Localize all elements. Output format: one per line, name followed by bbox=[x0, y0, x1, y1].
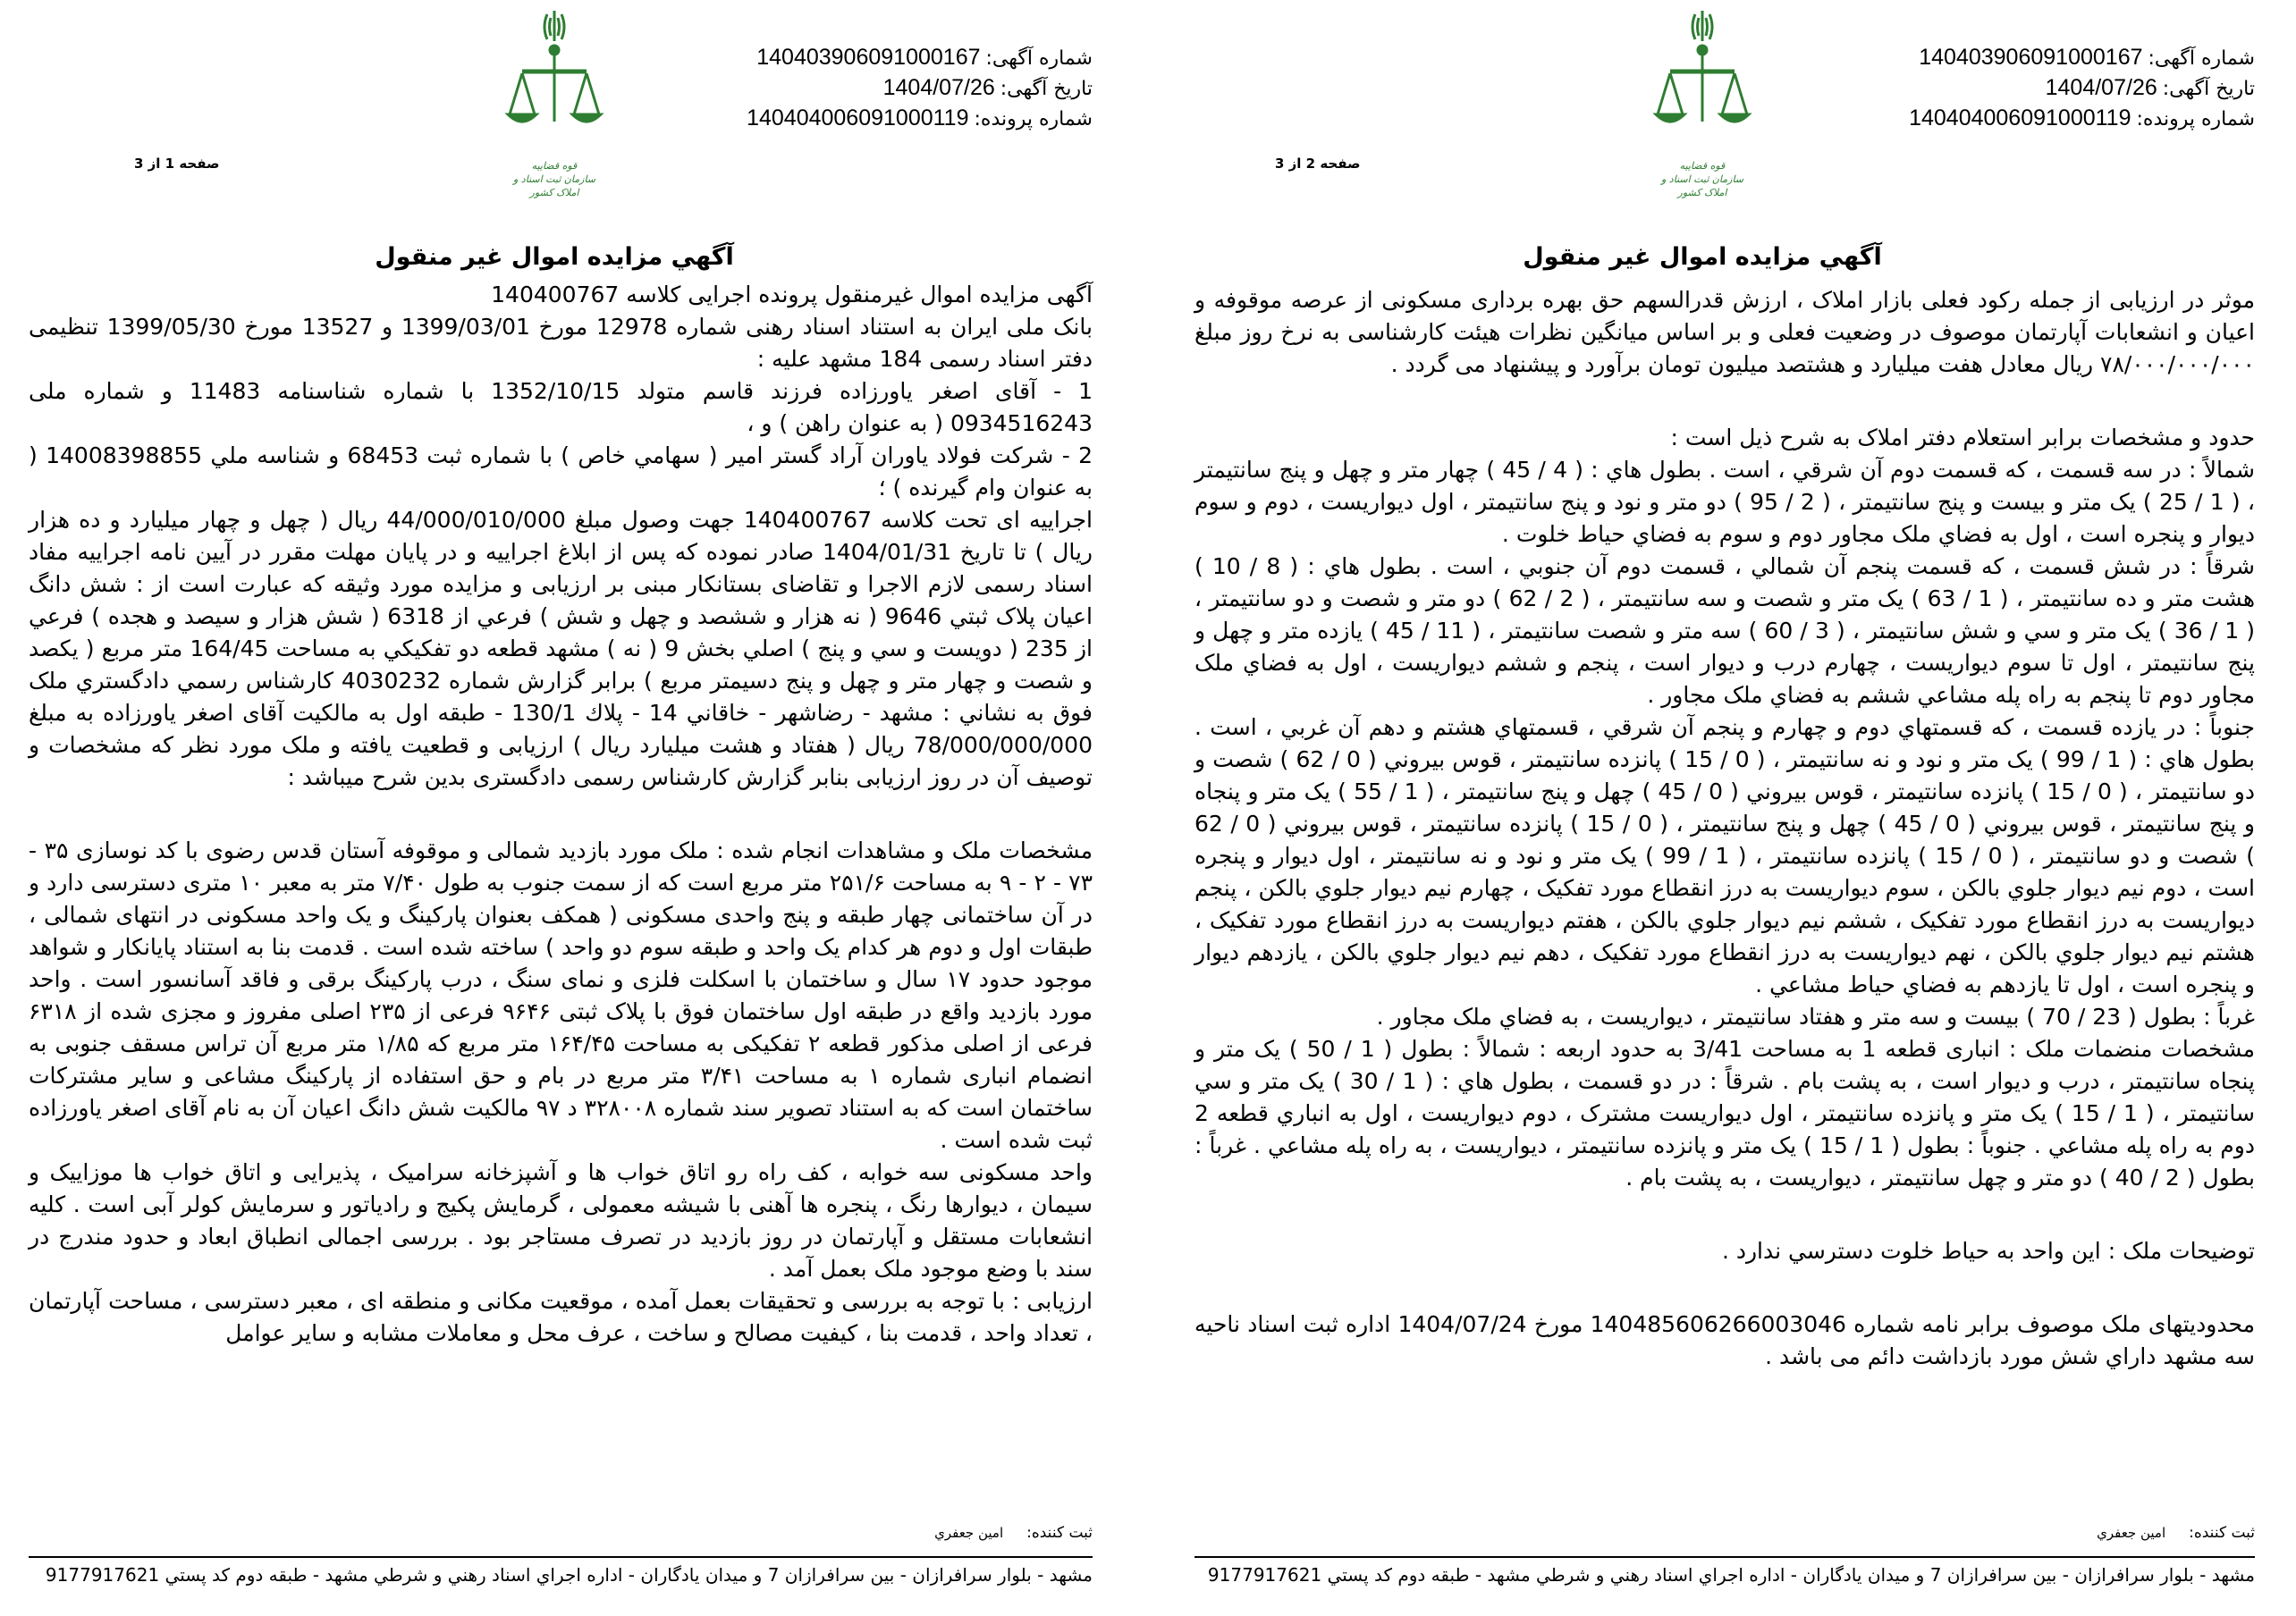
ad-date-label: تاریخ آگهی: bbox=[2162, 78, 2255, 100]
page-title: آگهي مزایده اموال غیر منقول bbox=[1523, 243, 1882, 271]
logo-line-2: سازمان ثبت اسناد و املاک کشور bbox=[1660, 173, 1744, 198]
paragraph: آگهی مزایده اموال غیرمنقول پرونده اجرایی کلاسه 140400767 bbox=[491, 282, 1093, 307]
ad-number-row bbox=[747, 43, 1093, 73]
paragraph: 2 - شرکت فولاد یاوران آراد گستر امیر ( سهامي خاص ) با شماره ثبت 68453 و شناسه ملي 14008398855 ( به عنوان وام گیرنده ) ؛ bbox=[29, 442, 1093, 501]
registrar bbox=[2097, 1524, 2255, 1542]
ad-date-row bbox=[1909, 73, 2255, 104]
footer-address: مشهد - بلوار سرافرازان - بین سرافرازان 7 و میدان یادگاران - اداره اجراي اسناد رهني و شرطي مشهد - طبقه دوم کد پستي 9177917621 bbox=[45, 1564, 1093, 1586]
registrar-label: ثبت کننده: bbox=[1026, 1524, 1093, 1542]
paragraph: محدودیتهای ملک موصوف برابر نامه شماره 140485606266003046 مورخ 1404/07/24 اداره ثبت اسناد ناحیه سه مشهد داراي شش مورد بازداشت دائم می باشد . bbox=[1194, 1311, 2255, 1369]
registrar-label: ثبت کننده: bbox=[2189, 1524, 2255, 1542]
paragraph: واحد مسکونی سه خوابه ، کف راه رو اتاق خواب ها و آشپزخانه سرامیک ، پذیرایی و اتاق خواب ها موزاییک و سیمان ، دیوارها رنگ ، پنجره ها آهنی با شیشه معمولی ، گرمایش پکیج و رادیاتور و سرمایش کولر آبی است . کلیه انشعابات مستقل و آپارتمان در روز بازدید در تصرف مستاجر بود . بررسی اجمالی انطباق ابعاد و حدود مندرج در سند با وضع موجود ملک بعمل آمد . bbox=[29, 1159, 1093, 1282]
ad-number-label: شماره آگهی: bbox=[2148, 47, 2255, 70]
footer-address: مشهد - بلوار سرافرازان - بین سرافرازان 7 و میدان یادگاران - اداره اجراي اسناد رهني و شرطي مشهد - طبقه دوم کد پستي 9177917621 bbox=[1207, 1564, 2255, 1586]
logo-line-2: سازمان ثبت اسناد و املاک کشور bbox=[512, 173, 596, 198]
case-number-row bbox=[747, 104, 1093, 134]
case-number: 140404006091000119 bbox=[747, 105, 969, 130]
document-page-2 bbox=[1148, 0, 2296, 1616]
page-title: آگهي مزایده اموال غیر منقول bbox=[375, 243, 734, 271]
paragraph: مشخصات ملک و مشاهدات انجام شده : ملک مورد بازدید شمالی و موقوفه آستان قدس رضوی با کد نوسازی ۳۵ - ۷۳ - ۲ - ۹ به مساحت ۲۵۱/۶ متر مربع است که از سمت جنوب به طول ۷/۴۰ متر به معبر ۱۰ متری دسترسی دارد و در آن ساختمانی چهار طبقه و پنج واحدی مسکونی ( همکف بعنوان پارکینگ و یک واحد مسکونی در انتهای شمالی ، طبقات اول و دوم هر کدام یک واحد و طبقه سوم دو واحد ) ساخته شده است . قدمت بنا به استناد پایانکار و شواهد موجود حدود ۱۷ سال و ساختمان با اسکلت فلزی و نمای سنگ ، درب پارکینگ برقی و فاقد آسانسور است . واحد مورد بازدید واقع در طبقه اول ساختمان فوق با پلاک ثبتی ۹۶۴۶ فرعی از ۲۳۵ اصلی مفروز و مجزی شده از ۶۳۱۸ فرعی از اصلی مذکور قطعه ۲ تفکیکی به مساحت ۱۶۴/۴۵ متر مربع که ۱/۸۵ متر مربع آن تراس مسقف جنوبی به انضمام انباری شماره ۱ به مساحت ۳/۴۱ متر مربع در بام و حق استفاده از پارکینگ مشاعی و سایر مشترکات ساختمان است که به استناد تصویر سند شماره ۳۲۸۰۰۸ د ۹۷ مالکیت شش دانگ اعیان آن به نام آقای اصغر یاورزاده ثبت شده است . bbox=[29, 837, 1093, 1153]
ad-meta bbox=[747, 43, 1093, 134]
case-number: 140404006091000119 bbox=[1909, 105, 2131, 130]
paragraph: ارزیابی : با توجه به بررسی و تحقیقات بعمل آمده ، موقعیت مکانی و منطقه ای ، معبر دسترسی ، مساحت آپارتمان ، تعداد واحد ، قدمت بنا ، کیفیت مصالح و ساخت ، عرف محل و معاملات مشابه و سایر عوامل bbox=[29, 1288, 1093, 1346]
ad-date: 1404/07/26 bbox=[2045, 75, 2157, 100]
paragraph: توضیحات ملک : این واحد به حیاط خلوت دسترسي ندارد . bbox=[1721, 1238, 2255, 1264]
paragraph: شرقاً : در شش قسمت ، که قسمت پنجم آن شمالي ، قسمت دوم آن جنوبي ، است . بطول هاي : ( 8 / 10 ) هشت متر و ده سانتیمتر ، ( 1 / 63 ) یک متر و شصت و سه سانتیمتر ، ( 2 / 62 ) دو متر و شصت و دو سانتیمتر ، ( 1 / 36 ) یک متر و سي و شش سانتیمتر ، ( 3 / 60 ) سه متر و شصت سانتیمتر ، ( 11 / 45 ) یازده متر و چهل و پنج سانتیمتر ، اول تا سوم دیواریست ، چهارم درب و دیوار است ، پنجم و ششم دیواریست ، اول به فضاي ملک مجاور دوم تا پنجم به راه پله مشاعي ششم به فضاي ملک مجاور . bbox=[1194, 553, 2255, 708]
paragraph: غرباً : بطول ( 23 / 70 ) بیست و سه متر و هفتاد سانتیمتر ، دیواریست ، به فضاي ملک مجاور . bbox=[1376, 1004, 2255, 1030]
page-number: صفحه 1 از 3 bbox=[134, 156, 220, 172]
paragraph: جنوباً : در یازده قسمت ، که قسمتهاي دوم و چهارم و پنجم آن شرقي ، قسمتهاي هشتم و دهم آن غربي ، است . بطول هاي : ( 1 / 99 ) یک متر و نود و نه سانتیمتر ، ( 0 / 15 ) پانزده سانتیمتر ، قوس بیروني ( 0 / 62 ) شصت و دو سانتیمتر ، ( 0 / 15 ) پانزده سانتیمتر ، قوس بیروني ( 0 / 45 ) چهل و پنج سانتیمتر ، ( 1 / 55 ) یک متر و پنجاه و پنج سانتیمتر ، قوس بیروني ( 0 / 45 ) چهل و پنج سانتیمتر ، ( 0 / 15 ) پانزده سانتیمتر ، قوس بیروني ( 0 / 62 ) شصت و دو سانتیمتر ، ( 0 / 15 ) پانزده سانتیمتر ، ( 1 / 99 ) یک متر و نود و نه سانتیمتر ، اول دیوار و پنجره است ، دوم نیم دیوار جلوي بالکن ، سوم دیواریست به درز انقطاع مورد تفکیک ، چهارم نیم دیوار جلوي بالکن ، پنجم دیواریست به درز انقطاع مورد تفکیک ، ششم نیم دیوار جلوي بالکن ، هفتم دیواریست به درز انقطاع مورد تفکیک ، هشتم نیم دیوار جلوي بالکن ، نهم دیواریست به درز انقطاع مورد تفکیک ، دهم نیم دیوار جلوي بالکن ، یازدهم دیوار و پنجره است ، اول تا یازدهم به فضاي حیاط مشاعي . bbox=[1194, 714, 2255, 997]
judiciary-logo bbox=[501, 7, 608, 199]
footer-divider bbox=[1194, 1556, 2255, 1558]
paragraph: موثر در ارزیابی از جمله رکود فعلی بازار املاک ، ارزش قدرالسهم حق بهره برداری مسکونی از عرصه موقوفه و اعیان و انشعابات آپارتمان موصوف در وضعیت فعلی و بر اساس میانگین نظرات هیئت کارشناسی به نرخ روز مبلغ ۷۸/۰۰۰/۰۰۰/۰۰۰ ریال معادل هفت میلیارد و هشتصد میلیون تومان برآورد و پیشنهاد می گردد . bbox=[1194, 287, 2255, 377]
logo-line-1: قوه قضاییه bbox=[1679, 160, 1726, 172]
paragraph: مشخصات منضمات ملک : انباری قطعه 1 به مساحت 3/41 به حدود اربعه : شمالاً : بطول ( 1 / 50 ) یک متر و پنجاه سانتیمتر ، درب و دیوار است ، به پشت بام . شرقاً : در دو قسمت ، بطول هاي : ( 1 / 30 ) یک متر و سي سانتیمتر ، ( 1 / 15 ) یک متر و پانزده سانتیمتر ، اول دیواریست مشترک ، دوم دیواریست ، اول به انباري قطعه 2 دوم به راه پله مشاعي . جنوباً : بطول ( 1 / 15 ) یک متر و پانزده سانتیمتر ، دیواریست ، به راه پله مشاعي . غرباً : بطول ( 2 / 40 ) دو متر و چهل سانتیمتر ، دیواریست ، به پشت بام . bbox=[1194, 1036, 2255, 1191]
ad-date-label: تاریخ آگهی: bbox=[1000, 78, 1093, 100]
footer-divider bbox=[29, 1556, 1093, 1558]
document-body bbox=[1194, 284, 2255, 1373]
ad-number-label: شماره آگهی: bbox=[985, 47, 1093, 70]
judiciary-logo bbox=[1649, 7, 1756, 199]
case-number-row bbox=[1909, 104, 2255, 134]
registrar-name: امین جعفري bbox=[934, 1525, 1004, 1541]
registrar-name: امین جعفري bbox=[2097, 1525, 2166, 1541]
ad-meta bbox=[1909, 43, 2255, 134]
ad-number: 140403906091000167 bbox=[1919, 45, 2143, 70]
scales-of-justice-icon bbox=[1649, 7, 1756, 159]
ad-number-row bbox=[1909, 43, 2255, 73]
document-body bbox=[29, 279, 1093, 1350]
logo-line-1: قوه قضاییه bbox=[531, 160, 578, 172]
case-number-label: شماره پرونده: bbox=[2136, 108, 2255, 130]
ad-number: 140403906091000167 bbox=[756, 45, 981, 70]
scales-of-justice-icon bbox=[501, 7, 608, 159]
page-number: صفحه 2 از 3 bbox=[1275, 156, 1361, 172]
ad-date-row bbox=[747, 73, 1093, 104]
paragraph: بانک ملی ایران به استناد اسناد رهنی شماره 12978 مورخ 1399/03/01 و 13527 مورخ 1399/05/30 تنظیمی دفتر اسناد رسمی 184 مشهد علیه : bbox=[29, 314, 1093, 372]
registrar bbox=[934, 1524, 1093, 1542]
paragraph: اجراییه ای تحت کلاسه 140400767 جهت وصول مبلغ 44/000/010/000 ریال ( چهل و چهار میلیارد و ده هزار ریال ) تا تاریخ 1404/01/31 صادر نموده که پس از ابلاغ اجراییه و در پایان مهلت مقرر در آیین نامه اجراییه مفاد اسناد رسمی لازم الاجرا و تقاضای بستانکار مبنی بر ارزیابی و مزایده مورد وثیقه که عبارت است از : شش دانگ اعیان پلاک ثبتي 9646 ( نه هزار و ششصد و چهل و شش ) فرعي از 6318 ( شش هزار و سیصد و هجده ) فرعي از 235 ( دویست و سي و پنج ) اصلي بخش 9 ( نه ) مشهد قطعه دو تفکیکي به مساحت 164/45 متر مربع ( یکصد و شصت و چهار متر و چهل و پنج دسیمتر مربع ) برابر گزارش شماره 4030232 کارشناس رسمي دادگستري ملک فوق به نشاني : مشهد - رضاشهر - خاقاني 14 - پلاك 130/1 - طبقه اول به مالکیت آقای اصغر یاورزاده به مبلغ 78/000/000/000 ریال ( هفتاد و هشت میلیارد ریال ) ارزیابی و قطعیت یافته و ملک مورد نظر که مشخصات و توصیف آن در روز ارزیابی بنابر گزارش کارشناس رسمی دادگستری بدین شرح میباشد : bbox=[29, 507, 1093, 790]
case-number-label: شماره پرونده: bbox=[974, 108, 1093, 130]
ad-date: 1404/07/26 bbox=[882, 75, 995, 100]
paragraph: 1 - آقای اصغر یاورزاده فرزند قاسم متولد 1352/10/15 با شماره شناسنامه 11483 و شماره ملی 0934516243 ( به عنوان راهن ) و ، bbox=[29, 378, 1093, 436]
paragraph: حدود و مشخصات برابر استعلام دفتر املاک به شرح ذیل است : bbox=[1670, 425, 2255, 450]
paragraph: شمالاً : در سه قسمت ، که قسمت دوم آن شرقي ، است . بطول هاي : ( 4 / 45 ) چهار متر و چهل و پنج سانتیمتر ، ( 1 / 25 ) یک متر و بیست و پنج سانتیمتر ، ( 2 / 95 ) دو متر و نود و پنج سانتیمتر ، اول دیواریست ، دوم و سوم دیوار و پنجره است ، اول به فضاي ملک مجاور دوم و سوم به فضاي حیاط خلوت . bbox=[1194, 457, 2255, 547]
